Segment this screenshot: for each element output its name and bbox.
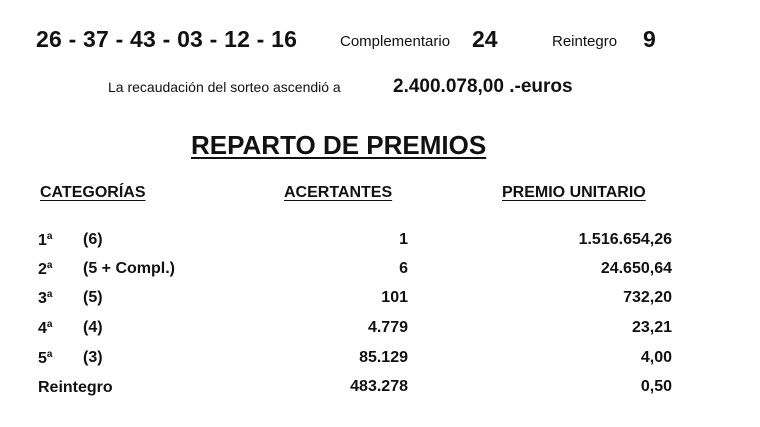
row-acertantes: 101	[381, 289, 408, 306]
row-acertantes: 4.779	[367, 319, 408, 336]
row-category-number: 2	[38, 261, 47, 278]
row-acertantes: 85.129	[359, 349, 408, 366]
header-acertantes: ACERTANTES	[284, 184, 393, 201]
row-premio: 0,50	[640, 378, 672, 395]
row-acertantes: 6	[399, 260, 408, 277]
row-category-number: 5	[38, 350, 47, 367]
row-category-number: 4	[38, 320, 47, 337]
winning-numbers: 26 - 37 - 43 - 03 - 12 - 16	[36, 26, 298, 52]
row-category-ordinal: a	[46, 289, 53, 300]
row-subcategory: (5 + Compl.)	[83, 260, 176, 277]
row-category	[38, 319, 52, 338]
table-row	[0, 289, 760, 315]
table-row	[0, 319, 760, 345]
table-row	[0, 378, 760, 404]
row-category-ordinal: a	[46, 349, 53, 360]
row-category-number: 1	[38, 232, 47, 249]
row-premio: 732,20	[623, 289, 672, 306]
row-subcategory: (3)	[83, 349, 103, 366]
row-category	[38, 378, 113, 397]
row-category-ordinal: a	[46, 319, 53, 330]
table-row	[0, 349, 760, 375]
complementario-value: 24	[472, 26, 498, 52]
row-acertantes: 1	[399, 231, 408, 248]
header-categorias: CATEGORÍAS	[40, 184, 146, 201]
row-premio: 24.650,64	[600, 260, 672, 277]
recaudacion-label: La recaudación del sorteo ascendió a	[108, 79, 341, 95]
complementario-label: Complementario	[340, 33, 451, 50]
reintegro-value: 9	[643, 26, 656, 52]
row-subcategory: (5)	[83, 289, 103, 306]
row-premio: 4,00	[640, 349, 672, 366]
row-category	[38, 289, 52, 308]
row-premio: 23,21	[631, 319, 672, 336]
row-premio: 1.516.654,26	[578, 231, 672, 248]
reintegro-label: Reintegro	[552, 33, 618, 50]
row-category	[38, 349, 52, 368]
table-row	[0, 260, 760, 286]
row-category-number: Reintegro	[38, 379, 113, 396]
row-category	[38, 231, 52, 250]
table-row	[0, 231, 760, 257]
row-subcategory: (6)	[83, 231, 103, 248]
recaudacion-value: 2.400.078,00 .-euros	[393, 76, 573, 97]
row-acertantes: 483.278	[350, 378, 408, 395]
page-title: REPARTO DE PREMIOS	[191, 130, 487, 160]
row-category-ordinal: a	[46, 231, 53, 242]
header-premio-unitario: PREMIO UNITARIO	[502, 184, 646, 201]
row-subcategory: (4)	[83, 319, 103, 336]
row-category-ordinal: a	[46, 260, 53, 271]
row-category	[38, 260, 52, 279]
row-category-number: 3	[38, 290, 47, 307]
